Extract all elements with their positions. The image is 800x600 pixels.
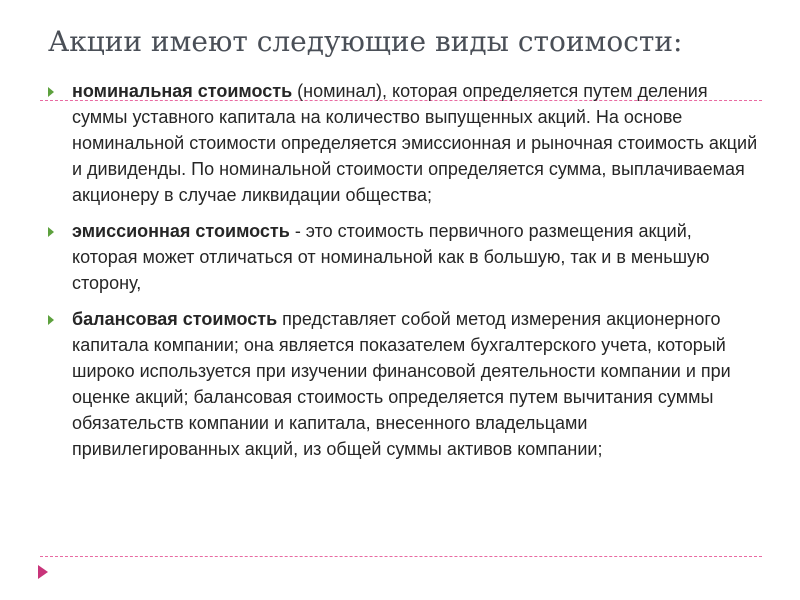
corner-triangle-icon [38, 565, 48, 579]
bullet-triangle-icon [48, 227, 54, 237]
bullet-term: номинальная стоимость [72, 81, 293, 101]
bullet-item-emission [46, 218, 758, 296]
bullet-text: - это стоимость первичного размещения акций, которая может отличаться от номинальной как в большую, так и в меньшую сторону, [72, 221, 710, 293]
bullet-item-balance [46, 306, 758, 462]
bullet-list [46, 78, 758, 472]
bullet-item-nominal [46, 78, 758, 208]
bullet-triangle-icon [48, 315, 54, 325]
bullet-text: (номинал), которая определяется путем деления суммы уставного капитала на количество выпущенных акций. На основе номинальной стоимости определяется эмиссионная и рыночная стоимость акций и дивиденды. По номинальной стоимости определяется сумма, выплачиваемая акционеру в случае ликвидации общества; [72, 81, 758, 205]
bullet-term: эмиссионная стоимость [72, 221, 290, 241]
bottom-divider [40, 556, 762, 557]
bullet-triangle-icon [48, 87, 54, 97]
bullet-term: балансовая стоимость [72, 309, 278, 329]
bullet-text: представляет собой метод измерения акционерного капитала компании; она является показателем бухгалтерского учета, который широко используется при изучении финансовой деятельности компании и при оценке акций; балансовая стоимость определяется путем вычитания суммы обязательств компании и капитала, внесенного владельцами привилегированных акций, из общей суммы активов компании; [72, 309, 731, 459]
slide-title: Акции имеют следующие виды стоимости: [48, 25, 683, 58]
